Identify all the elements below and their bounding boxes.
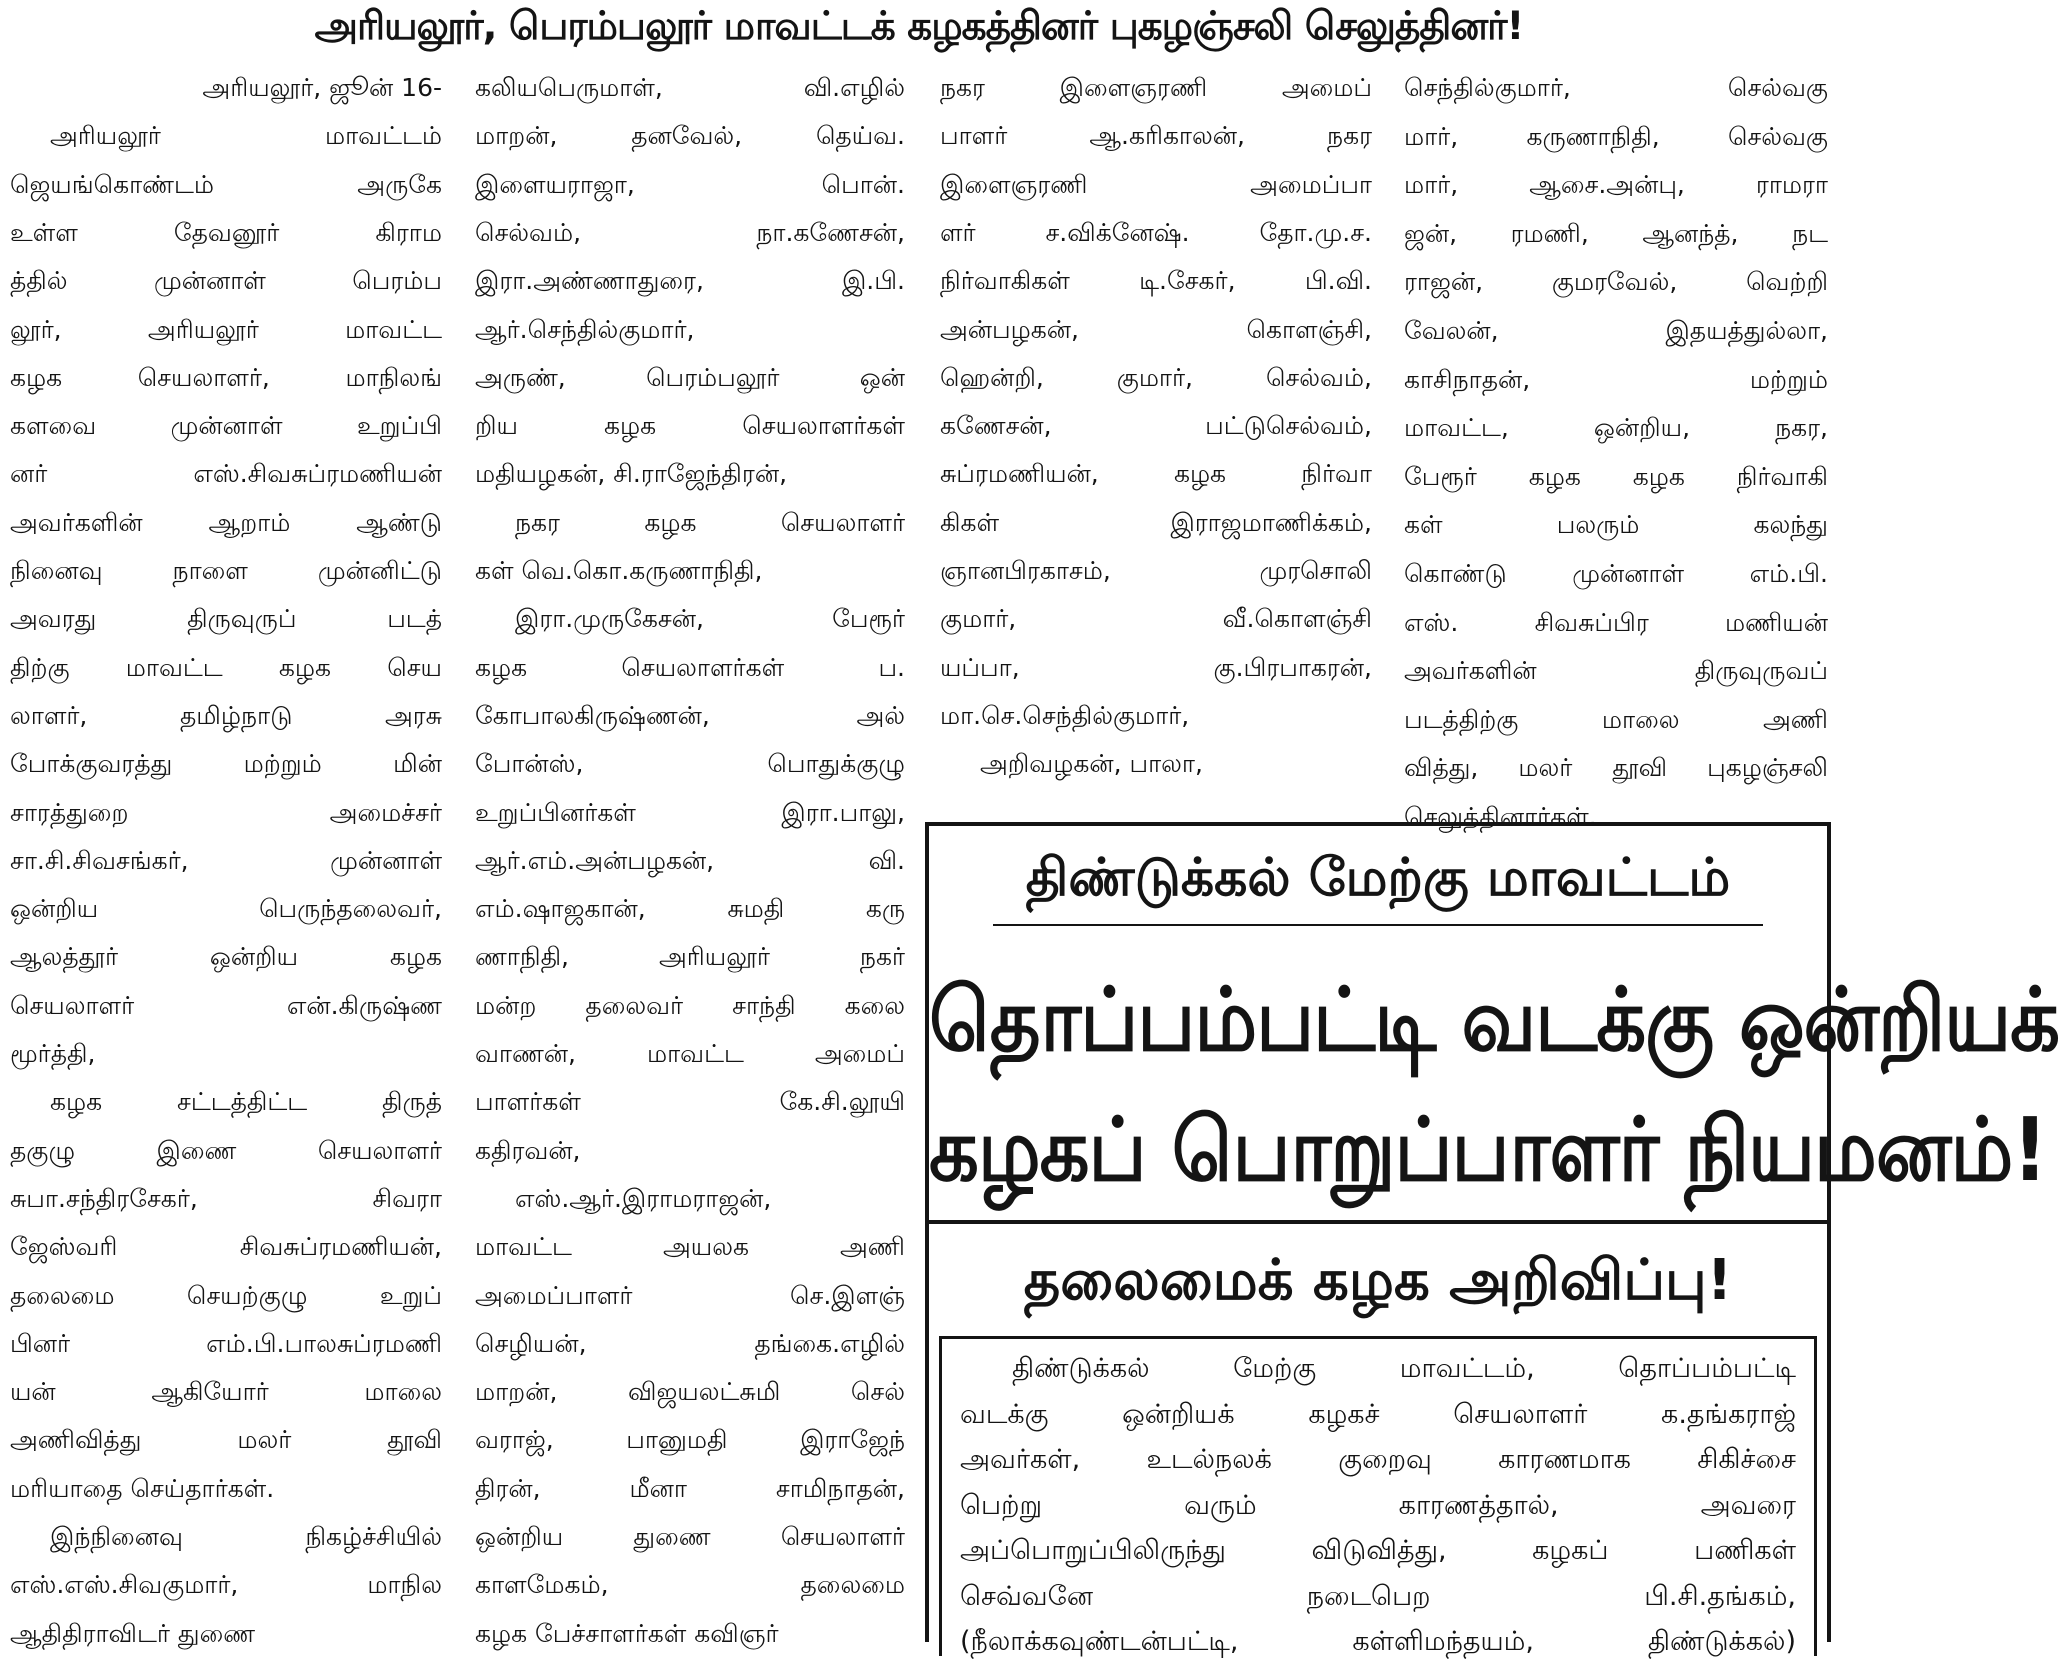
- article-line: மாவட்ட, ஒன்றிய, நகர,: [1404, 413, 1828, 442]
- article-line: களவை முன்னாள் உறுப்பி: [10, 411, 442, 440]
- article-line: சாரத்துறை அமைச்சர்: [10, 798, 442, 827]
- article-line: கோபாலகிருஷ்ணன், அல்: [475, 701, 905, 730]
- article-line: ஆதிதிராவிடர் துணை: [10, 1619, 256, 1648]
- article-line: பேரூர் கழக கழக நிர்வாகி: [1404, 462, 1828, 491]
- article-line: மாறன், விஜயலட்சுமி செல்: [475, 1377, 905, 1406]
- announcement-body-line: பெற்று வரும் காரணத்தால், அவரை: [960, 1490, 1796, 1521]
- article-line: அணிவித்து மலர் தூவி: [10, 1425, 442, 1454]
- article-line: எஸ்.ஆர்.இராமராஜன்,: [515, 1184, 772, 1213]
- article-line: கழக செயலாளர், மாநிலங்: [10, 363, 442, 392]
- article-line: நகர இளைஞரணி அமைப்: [940, 73, 1372, 102]
- announcement-body-line: திண்டுக்கல் மேற்கு மாவட்டம், தொப்பம்பட்டி: [1012, 1353, 1796, 1384]
- article-line: கள் பலரும் கலந்து: [1404, 510, 1828, 539]
- announcement-headline-line-1: தொப்பம்பட்டி வடக்கு ஒன்றியக்: [929, 970, 2059, 1072]
- article-line: நினைவு நாளை முன்னிட்டு: [10, 556, 442, 585]
- article-line: அமைப்பாளர் செ.இளஞ்: [475, 1281, 905, 1310]
- announcement-body-line: அவர்கள், உடல்நலக் குறைவு காரணமாக சிகிச்சை: [960, 1444, 1796, 1475]
- article-line: நகர கழக செயலாளர்: [515, 508, 905, 537]
- article-line: காசிநாதன், மற்றும்: [1404, 365, 1828, 394]
- article-line: போன்ஸ், பொதுக்குழு: [475, 749, 905, 778]
- article-line: ஆர்.எம்.அன்பழகன், வி.: [475, 846, 905, 875]
- article-line: றிய கழக செயலாளர்கள்: [475, 411, 905, 440]
- article-line: அவர்களின் திருவுருவப்: [1404, 656, 1828, 685]
- article-line: கலியபெருமாள், வி.எழில்: [475, 73, 905, 102]
- article-line: பாளர்கள் கே.சி.லூயி: [475, 1087, 905, 1116]
- article-line: திரன், மீனா சாமிநாதன்,: [475, 1474, 905, 1503]
- announcement-body-line: வடக்கு ஒன்றியக் கழகச் செயலாளர் க.தங்கராஜ்: [960, 1399, 1796, 1430]
- announcement-headline-line-2: கழகப் பொறுப்பாளர் நியமனம்!: [929, 1100, 2047, 1202]
- article-line: கணேசன், பட்டுசெல்வம்,: [940, 411, 1372, 440]
- article-line: தலைமை செயற்குழு உறுப்: [10, 1281, 442, 1310]
- article-line: அருண், பெரம்பலூர் ஒன்: [475, 363, 905, 392]
- kicker-rule: [993, 924, 1763, 926]
- article-line: ளர் ச.விக்னேஷ். தோ.மு.ச.: [940, 218, 1372, 247]
- article-line: கழக சட்டத்திட்ட திருத்: [50, 1087, 442, 1116]
- article-line: செந்தில்குமார், செல்வகு: [1404, 73, 1828, 102]
- article-line: இளையராஜா, பொன்.: [475, 170, 905, 199]
- article-line: கழக பேச்சாளர்கள் கவிஞர்: [475, 1619, 779, 1648]
- article-line: இந்நினைவு நிகழ்ச்சியில்: [50, 1522, 442, 1551]
- article-line: வேலன், இதயத்துல்லா,: [1404, 316, 1828, 345]
- announcement-divider: [929, 1220, 1827, 1224]
- article-line: மூர்த்தி,: [10, 1039, 96, 1068]
- article-line: ணாநிதி, அரியலூர் நகர்: [475, 942, 905, 971]
- article-line: ஞானபிரகாசம், முரசொலி: [940, 556, 1372, 585]
- article-line: ஆலத்தூர் ஒன்றிய கழக: [10, 942, 442, 971]
- article-line: படத்திற்கு மாலை அணி: [1404, 705, 1828, 734]
- article-line: ராஜன், குமரவேல், வெற்றி: [1404, 267, 1828, 296]
- article-line: மா.செ.செந்தில்குமார்,: [940, 701, 1190, 730]
- article-line: லாளர், தமிழ்நாடு அரசு: [10, 701, 442, 730]
- announcement-body-line: செவ்வனே நடைபெற பி.சி.தங்கம்,: [960, 1581, 1796, 1612]
- article-line: போக்குவரத்து மற்றும் மின்: [10, 749, 442, 778]
- article-line: கிகள் இராஜமாணிக்கம்,: [940, 508, 1372, 537]
- article-line: அரியலூர், ஜூன் 16-: [202, 73, 442, 102]
- article-line: உள்ள தேவனூர் கிராம: [10, 218, 442, 247]
- article-line: னர் எஸ்.சிவசுப்ரமணியன்: [10, 459, 442, 488]
- article-line: ஜன், ரமணி, ஆனந்த், நட: [1404, 219, 1828, 248]
- article-line: பினர் எம்.பி.பாலசுப்ரமணி: [10, 1329, 442, 1358]
- announcement-kicker: திண்டுக்கல் மேற்கு மாவட்டம்: [1025, 848, 1731, 908]
- article-line: வித்து, மலர் தூவி புகழஞ்சலி: [1404, 753, 1828, 782]
- article-line: உறுப்பினர்கள் இரா.பாலு,: [475, 798, 905, 827]
- article-line: ஜெயங்கொண்டம் அருகே: [10, 170, 442, 199]
- article-line: மதியழகன், சி.ராஜேந்திரன்,: [475, 459, 788, 488]
- article-line: செலுத்தினார்கள்.: [1404, 802, 1597, 831]
- article-line: இளைஞரணி அமைப்பா: [940, 170, 1372, 199]
- article-line: பாளர் ஆ.கரிகாலன், நகர: [940, 121, 1372, 150]
- article-line: மாறன், தனவேல், தெய்வ.: [475, 121, 905, 150]
- announcement-body-line: (நீலாக்கவுண்டன்பட்டி, கள்ளிமந்தயம், திண்டுக்கல்): [960, 1626, 1796, 1657]
- article-line: செழியன், தங்கை.எழில்: [475, 1329, 905, 1358]
- article-line: மார், கருணாநிதி, செல்வகு: [1404, 122, 1828, 151]
- announcement-box: [925, 822, 2059, 1657]
- announcement-subhead: தலைமைக் கழக அறிவிப்பு!: [1023, 1248, 1733, 1313]
- article-line: எம்.ஷாஜகான், சுமதி கரு: [475, 894, 905, 923]
- article-line: கழக செயலாளர்கள் ப.: [475, 653, 905, 682]
- article-line: மன்ற தலைவர் சாந்தி கலை: [475, 991, 905, 1020]
- article-line: சா.சி.சிவசங்கர், முன்னாள்: [10, 846, 442, 875]
- article-line: யப்பா, கு.பிரபாகரன்,: [940, 653, 1372, 682]
- announcement-body-frame: [939, 1336, 1817, 1656]
- article-line: கள் வெ.கொ.கருணாநிதி,: [475, 556, 763, 585]
- article-line: காளமேகம், தலைமை: [475, 1570, 905, 1599]
- article-line: யன் ஆகியோர் மாலை: [10, 1377, 442, 1406]
- article-line: அவர்களின் ஆறாம் ஆண்டு: [10, 508, 442, 537]
- article-line: அறிவழகன், பாலா,: [980, 749, 1203, 778]
- article-line: அவரது திருவுருப் படத்: [10, 604, 442, 633]
- article-line: த்தில் முன்னாள் பெரம்ப: [10, 266, 442, 295]
- article-line: லூர், அரியலூர் மாவட்ட: [10, 315, 442, 344]
- article-line: எஸ்.எஸ்.சிவகுமார், மாநில: [10, 1570, 442, 1599]
- article-line: இரா.முருகேசன், பேரூர்: [515, 604, 905, 633]
- article-line: வராஜ், பானுமதி இராஜேந்: [475, 1425, 905, 1454]
- article-line: திற்கு மாவட்ட கழக செய: [10, 653, 442, 682]
- article-line: சுபா.சந்திரசேகர், சிவரா: [10, 1184, 442, 1213]
- article-line: ஹென்றி, குமார், செல்வம்,: [940, 363, 1372, 392]
- article-line: ஒன்றிய பெருந்தலைவர்,: [10, 894, 442, 923]
- article-line: கொண்டு முன்னாள் எம்.பி.: [1404, 559, 1828, 588]
- article-line: மாவட்ட அயலக அணி: [475, 1232, 905, 1261]
- article-line: தகுழு இணை செயலாளர்: [10, 1136, 442, 1165]
- article-line: ஜேஸ்வரி சிவசுப்ரமணியன்,: [10, 1232, 442, 1261]
- article-line: செயலாளர் என்.கிருஷ்ண: [10, 991, 442, 1020]
- article-line: சுப்ரமணியன், கழக நிர்வா: [940, 459, 1372, 488]
- article-line: வாணன், மாவட்ட அமைப்: [475, 1039, 905, 1068]
- article-line: எஸ். சிவசுப்பிர மணியன்: [1404, 608, 1828, 637]
- article-line: இரா.அண்ணாதுரை, இ.பி.: [475, 266, 905, 295]
- article-line: ஆர்.செந்தில்குமார்,: [475, 315, 695, 344]
- article-line: கதிரவன்,: [475, 1136, 581, 1165]
- article-line: ஒன்றிய துணை செயலாளர்: [475, 1522, 905, 1551]
- article-line: மார், ஆசை.அன்பு, ராமரா: [1404, 170, 1828, 199]
- article-line: அன்பழகன், கொளஞ்சி,: [940, 315, 1372, 344]
- article-line: மரியாதை செய்தார்கள்.: [10, 1474, 275, 1503]
- article-line: அரியலூர் மாவட்டம்: [50, 121, 442, 150]
- page-headline: அரியலூர், பெரம்பலூர் மாவட்டக் கழகத்தினர் புகழஞ்சலி செலுத்தினர்!: [314, 4, 1524, 49]
- announcement-body-line: அப்பொறுப்பிலிருந்து விடுவித்து, கழகப் பணிகள்: [960, 1535, 1796, 1566]
- article-line: நிர்வாகிகள் டி.சேகர், பி.வி.: [940, 266, 1372, 295]
- article-line: குமார், வீ.கொளஞ்சி: [940, 604, 1372, 633]
- article-line: செல்வம், நா.கணேசன்,: [475, 218, 905, 247]
